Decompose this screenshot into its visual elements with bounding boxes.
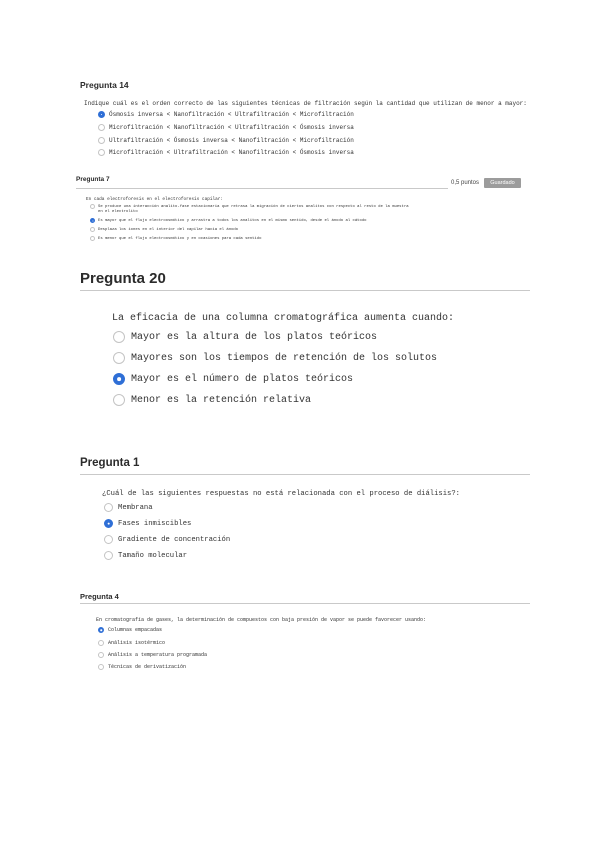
radio-selected-icon[interactable]	[98, 111, 105, 118]
question-14-heading: Pregunta 14	[80, 80, 129, 90]
question-7-heading: Pregunta 7	[76, 176, 110, 183]
option-label: Mayor es el número de platos teóricos	[131, 373, 354, 385]
question-4-heading: Pregunta 4	[80, 592, 119, 601]
option-label: Técnicas de derivatización	[108, 664, 187, 670]
option-label: Microfiltración < Nanofiltración < Ultrafiltración < Ósmosis inversa	[109, 124, 354, 131]
radio-empty-icon[interactable]	[90, 204, 95, 209]
question-7-option-4[interactable]	[90, 236, 261, 241]
question-20-divider	[80, 290, 530, 291]
question-7-divider	[76, 188, 448, 189]
option-label: Análisis a temperatura programada	[108, 652, 208, 658]
question-1-option-4[interactable]	[104, 551, 187, 560]
radio-empty-icon[interactable]	[98, 640, 104, 646]
option-label-continued: en el electrolito	[98, 210, 138, 214]
question-14-option-1[interactable]	[98, 111, 354, 118]
question-7-text: En cada electroforesis en el electroforesis capilar:	[86, 197, 224, 202]
radio-empty-icon[interactable]	[113, 352, 125, 364]
question-14-option-3[interactable]	[98, 137, 354, 144]
question-1-divider	[80, 474, 530, 475]
question-4-option-1[interactable]	[98, 627, 162, 633]
question-20-text: La eficacia de una columna cromatográfica aumenta cuando:	[112, 313, 455, 324]
question-20-option-1[interactable]	[113, 331, 377, 343]
question-7-option-3[interactable]	[90, 227, 238, 232]
question-1-option-1[interactable]	[104, 503, 153, 512]
question-4-text: En cromatografía de gases, la determinación de compuestos con baja presión de vapor se puede favorecer usando:	[96, 617, 427, 623]
radio-empty-icon[interactable]	[104, 503, 113, 512]
question-20-option-2[interactable]	[113, 352, 437, 364]
question-4-option-4[interactable]	[98, 664, 186, 670]
question-1-heading: Pregunta 1	[80, 457, 140, 469]
radio-empty-icon[interactable]	[104, 551, 113, 560]
saved-status-button[interactable]: Guardado	[484, 178, 521, 188]
radio-empty-icon[interactable]	[98, 149, 105, 156]
radio-empty-icon[interactable]	[98, 124, 105, 131]
option-label: Mayor es la altura de los platos teóricos	[131, 331, 378, 343]
radio-selected-icon[interactable]	[104, 519, 113, 528]
question-4-option-2[interactable]	[98, 640, 165, 646]
option-label: Es mayor que el flujo electroosmótico y arrastra a todos los analitos en el mismo sentido, desde el ánodo al cátodo	[98, 218, 367, 223]
radio-empty-icon[interactable]	[113, 394, 125, 406]
question-1-option-2[interactable]	[104, 519, 191, 528]
option-label: Análisis isotérmico	[108, 640, 166, 646]
radio-empty-icon[interactable]	[98, 664, 104, 670]
radio-empty-icon[interactable]	[104, 535, 113, 544]
radio-selected-icon[interactable]	[98, 627, 104, 633]
question-20-heading: Pregunta 20	[80, 270, 166, 287]
question-14-text: Indique cuál es el orden correcto de las siguientes técnicas de filtración según la cantidad que utilizan de menor a mayor:	[84, 100, 527, 107]
radio-empty-icon[interactable]	[98, 652, 104, 658]
option-label: Microfiltración < Ultrafiltración < Nanofiltración < Ósmosis inversa	[109, 149, 354, 156]
question-1-option-3[interactable]	[104, 535, 230, 544]
question-20-option-3[interactable]	[113, 373, 353, 385]
option-label: Gradiente de concentración	[118, 535, 231, 544]
option-label: Ósmosis inversa < Nanofiltración < Ultrafiltración < Microfiltración	[109, 111, 354, 118]
radio-empty-icon[interactable]	[113, 331, 125, 343]
option-label: Tamaño molecular	[118, 551, 188, 560]
question-14-option-2[interactable]	[98, 124, 354, 131]
question-14-option-4[interactable]	[98, 149, 354, 156]
option-label: Fases inmiscibles	[118, 519, 192, 528]
option-label: Es menor que el flujo electroosmótico y en ocasiones para cada sentido	[98, 236, 262, 241]
points-label: 0,5 puntos	[451, 180, 480, 186]
radio-empty-icon[interactable]	[98, 137, 105, 144]
radio-selected-icon[interactable]	[113, 373, 125, 385]
question-4-option-3[interactable]	[98, 652, 207, 658]
option-label: Se produce una interacción analito-fase estacionaria que retrasa la migración de ciertos analitos con respecto al resto de la muestra	[98, 204, 409, 209]
radio-empty-icon[interactable]	[90, 236, 95, 241]
radio-selected-icon[interactable]	[90, 218, 95, 223]
question-1-text: ¿Cuál de las siguientes respuestas no está relacionada con el proceso de diálisis?:	[102, 490, 460, 498]
option-label: Columnas empacadas	[108, 627, 163, 633]
option-label: Membrana	[118, 503, 153, 512]
option-label: Mayores son los tiempos de retención de los solutos	[131, 352, 438, 364]
question-7-option-1[interactable]	[90, 204, 409, 209]
question-7-option-2[interactable]	[90, 218, 367, 223]
question-20-option-4[interactable]	[113, 394, 311, 406]
radio-empty-icon[interactable]	[90, 227, 95, 232]
option-label: Ultrafiltración < Ósmosis inversa < Nanofiltración < Microfiltración	[109, 137, 354, 144]
question-4-divider	[80, 603, 530, 604]
option-label: Menor es la retención relativa	[131, 394, 312, 406]
option-label: Desplaza los iones en el interior del capilar hacia el ánodo	[98, 227, 239, 232]
